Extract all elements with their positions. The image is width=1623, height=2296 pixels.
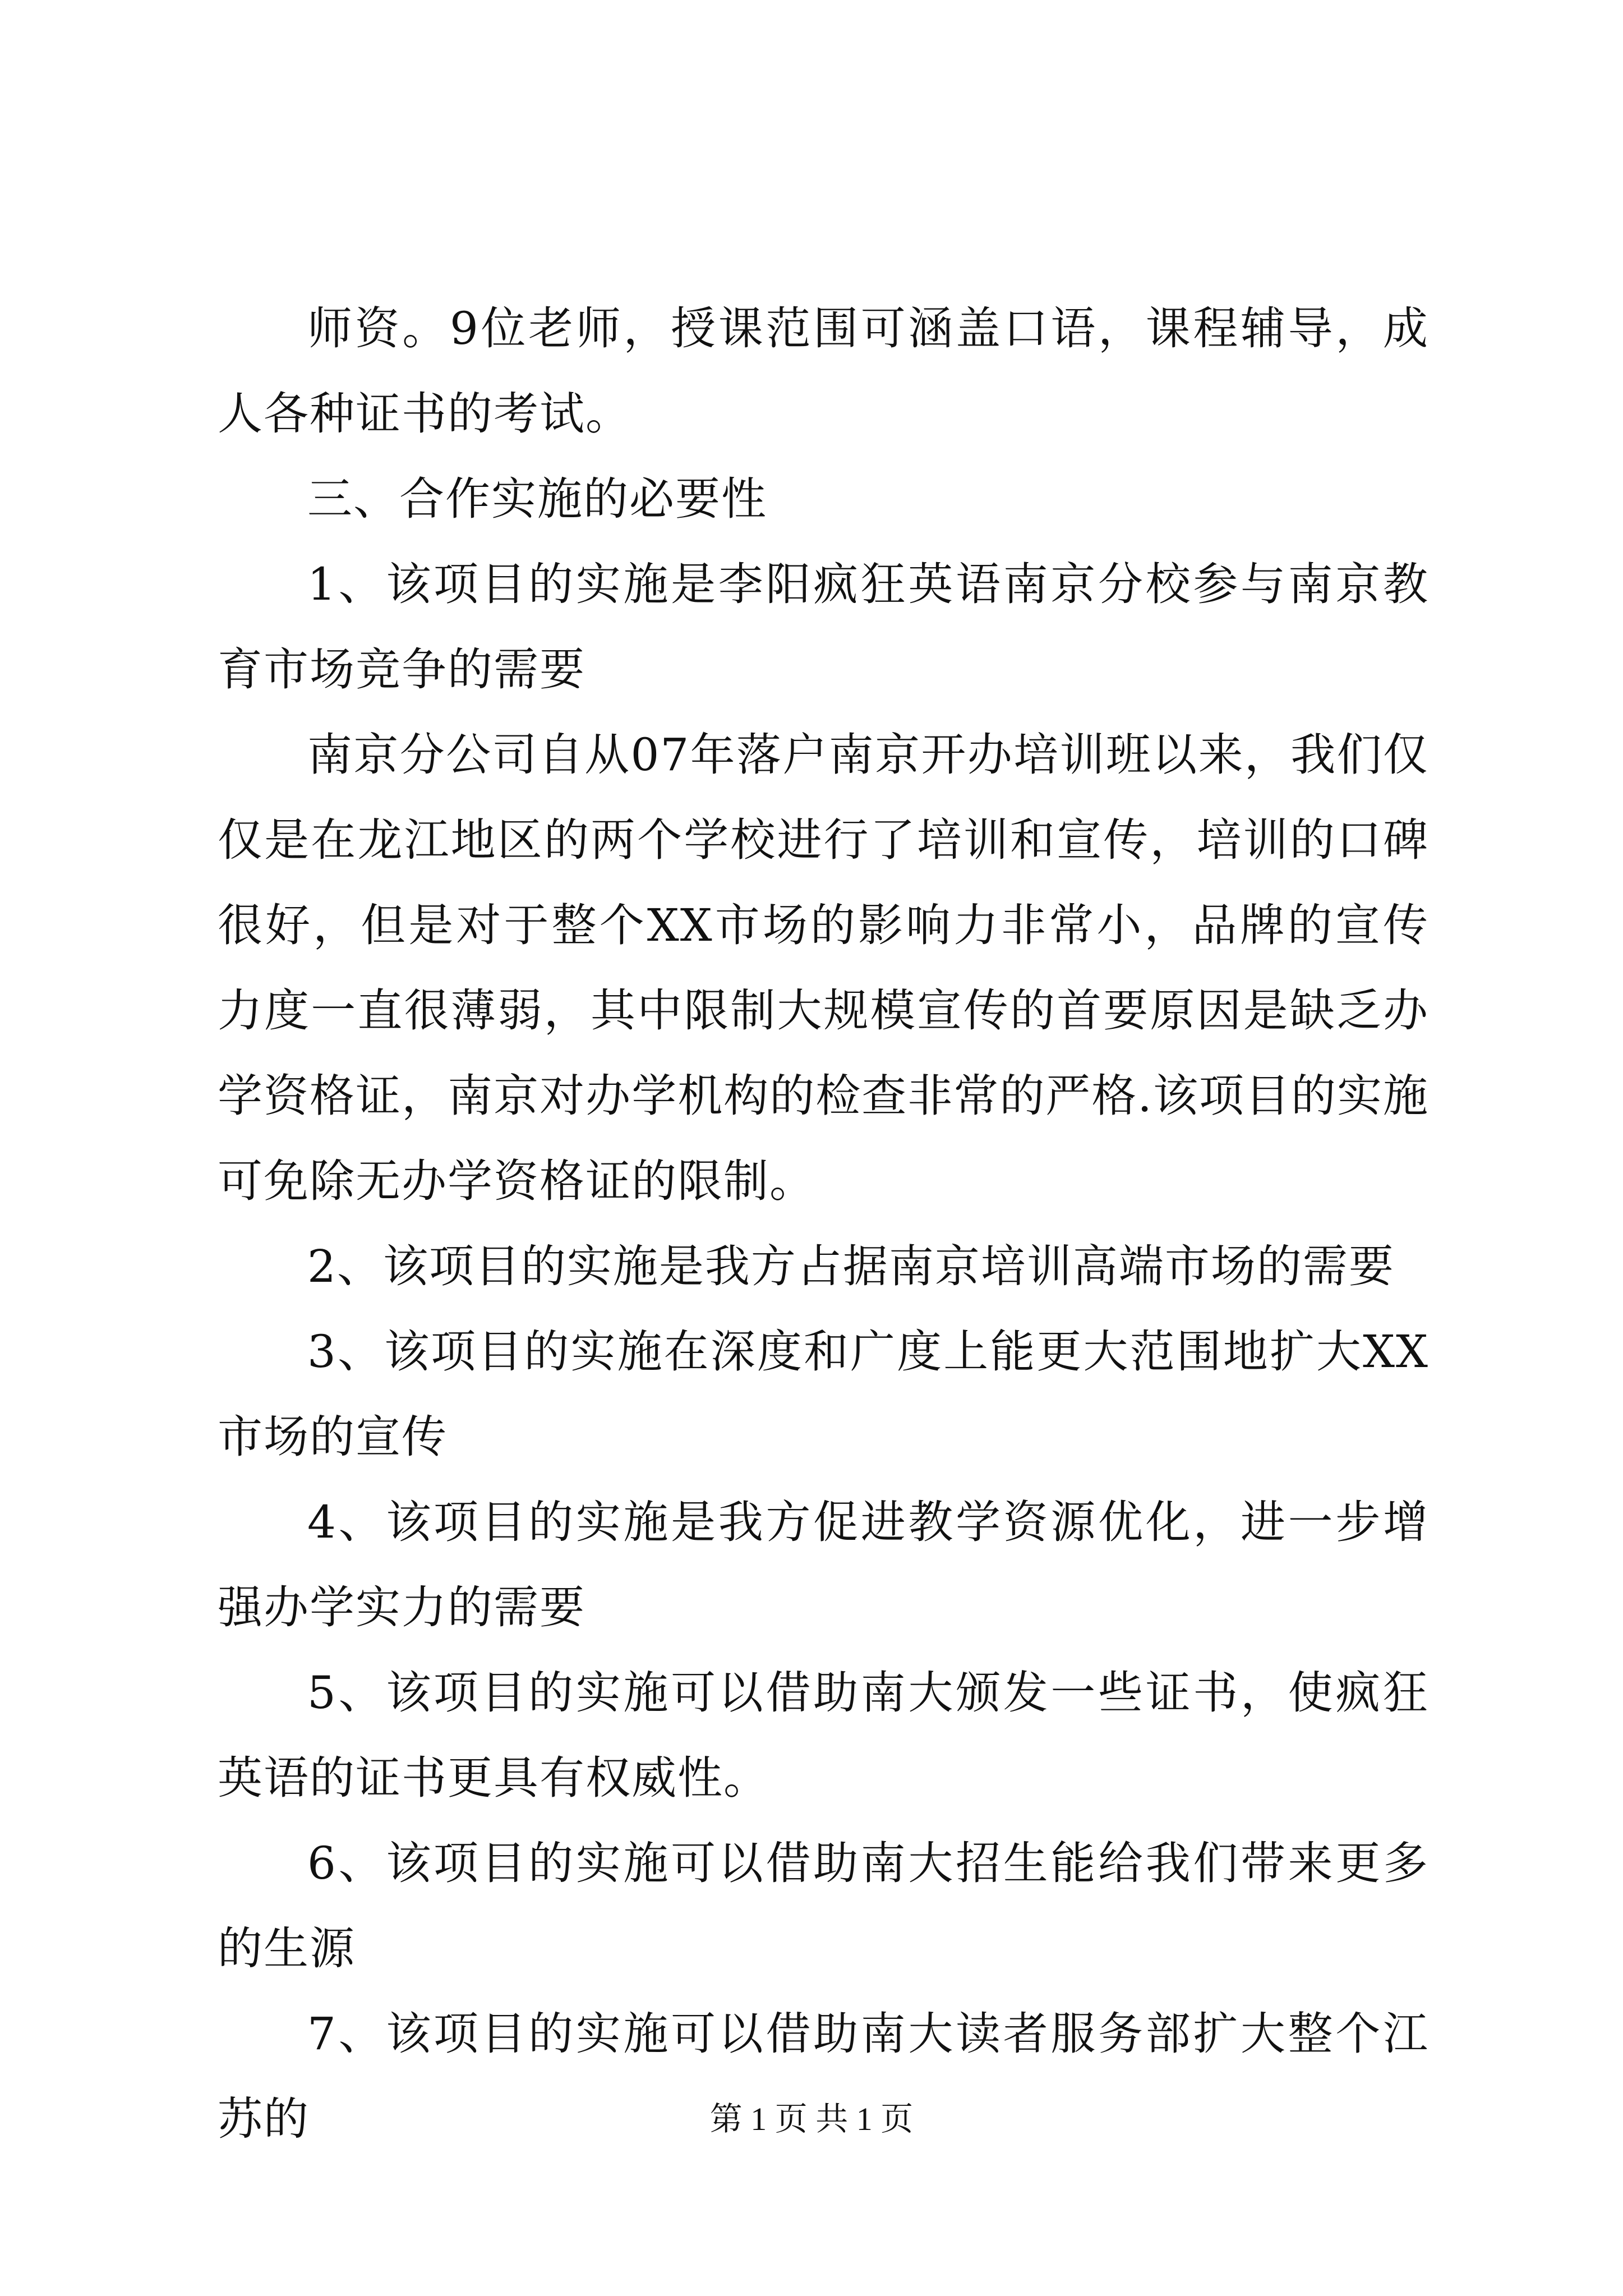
page-footer: 第 1 页 共 1 页 bbox=[709, 2101, 914, 2137]
document-body bbox=[218, 286, 1429, 2162]
list-item-4: 4、该项目的实施是我方促进教学资源优化，进一步增强办学实力的需要 bbox=[218, 1496, 1429, 1634]
list-item-6: 6、该项目的实施可以借助南大招生能给我们带来更多的生源 bbox=[218, 1837, 1429, 1975]
list-item-5: 5、该项目的实施可以借助南大颁发一些证书，使疯狂英语的证书更具有权威性。 bbox=[218, 1667, 1429, 1804]
paragraph-detail: 南京分公司自从07年落户南京开办培训班以来，我们仅仅是在龙江地区的两个学校进行了培训和宣传，培训的口碑很好，但是对于整个XX市场的影响力非常小，品牌的宣传力度一直很薄弱，其中限制大规模宣传的首要原因是缺乏办学资格证，南京对办学机构的检查非常的严格.该项目的实施可免除无办学资格证的限制。 bbox=[218, 729, 1429, 1207]
list-item-2: 2、该项目的实施是我方占据南京培训高端市场的需要 bbox=[307, 1240, 1395, 1292]
paragraph-1: 师资。9位老师，授课范围可涵盖口语，课程辅导，成人各种证书的考试。 bbox=[218, 302, 1429, 440]
section-heading-3: 三、合作实施的必要性 bbox=[307, 473, 767, 525]
list-item-3: 3、该项目的实施在深度和广度上能更大范围地扩大XX市场的宣传 bbox=[218, 1326, 1429, 1463]
list-item-7: 7、该项目的实施可以借助南大读者服务部扩大整个江苏的 bbox=[218, 2008, 1429, 2145]
list-item-1: 1、该项目的实施是李阳疯狂英语南京分校参与南京教育市场竞争的需要 bbox=[218, 558, 1429, 696]
